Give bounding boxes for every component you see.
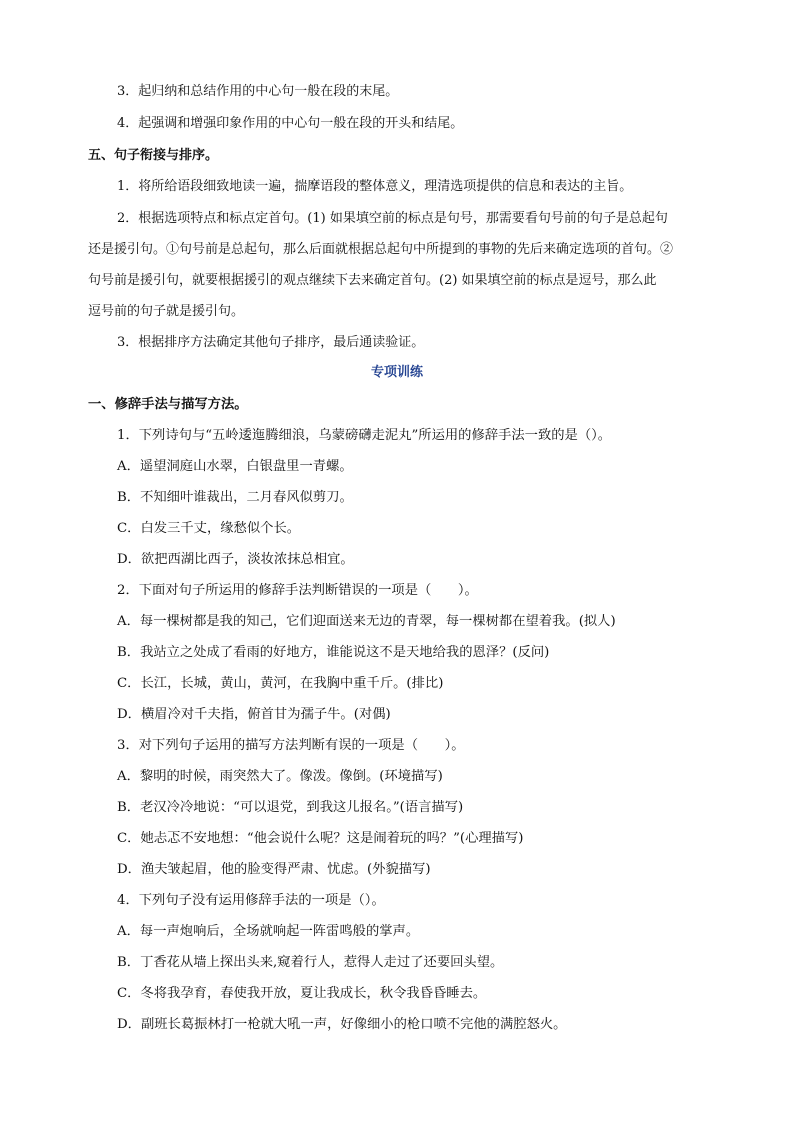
question-2-option-d: D．横眉冷对千夫指，俯首甘为孺子牛。(对偶): [117, 707, 391, 722]
question-4-option-d: D．副班长葛振林打一枪就大吼一声，好像细小的枪口喷不完他的满腔怒火。: [117, 1017, 567, 1032]
question-4-option-b: B．丁香花从墙上探出头来,窥着行人，惹得人走过了还要回头望。: [117, 955, 504, 970]
question-3-option-a: A．黎明的时候，雨突然大了。像泼。像倒。(环境描写): [117, 769, 443, 784]
question-3-option-c: C．她忐忑不安地想：“他会说什么呢？这是闹着玩的吗？”(心理描写): [117, 831, 524, 846]
section5-item-1: 1．将所给语段细致地读一遍，揣摩语段的整体意义，理清选项提供的信息和表达的主旨。: [117, 179, 633, 194]
question-4-stem: 4．下列句子没有运用修辞手法的一项是（）。: [117, 893, 385, 908]
question-3-stem: 3．对下列句子运用的描写方法判断有误的一项是（ ）。: [117, 738, 465, 753]
question-2-option-c: C．长江，长城，黄山，黄河，在我胸中重千斤。(排比): [117, 676, 444, 691]
question-2-stem: 2．下面对句子所运用的修辞手法判断错误的一项是（ ）。: [117, 583, 478, 598]
question-1-option-c: C．白发三千丈，缘愁似个长。: [117, 521, 301, 536]
intro-item-4: 4．起强调和增强印象作用的中心句一般在段的开头和结尾。: [117, 116, 464, 131]
question-2-option-b: B．我站立之处成了看雨的好地方，谁能说这不是天地给我的恩泽？(反问): [117, 645, 550, 660]
intro-item-3: 3．起归纳和总结作用的中心句一般在段的末尾。: [117, 84, 399, 99]
section5-item-2-line-3: 句号前是援引句，就要根据援引的观点继续下去来确定首句。(2) 如果填空前的标点是逗号，那么此: [88, 273, 657, 288]
section5-item-2-line-1: 2．根据选项特点和标点定首句。(1) 如果填空前的标点是句号，那需要看句号前的句子是总起句: [117, 211, 668, 226]
question-3-option-b: B．老汉冷冷地说：“可以退党，到我这儿报名。”(语言描写): [117, 800, 464, 815]
section5-item-3: 3．根据排序方法确定其他句子排序，最后通读验证。: [117, 335, 425, 350]
section5-item-2-line-4: 逗号前的句子就是援引句。: [88, 304, 245, 319]
section5-heading: 五、句子衔接与排序。: [88, 148, 219, 163]
question-1-option-d: D．欲把西湖比西子，淡妆浓抹总相宜。: [117, 552, 354, 567]
practice-heading: 一、修辞手法与描写方法。: [88, 397, 248, 412]
question-4-option-a: A．每一声炮响后，全场就响起一阵雷鸣般的掌声。: [117, 924, 420, 939]
question-4-option-c: C．冬将我孕育，春使我开放，夏让我成长，秋令我昏昏睡去。: [117, 986, 487, 1001]
question-2-option-a: A．每一棵树都是我的知己，它们迎面送来无边的青翠，每一棵树都在望着我。(拟人): [117, 614, 616, 629]
question-3-option-d: D．渔夫皱起眉，他的脸变得严肃、忧虑。(外貌描写): [117, 862, 431, 877]
practice-title: 专项训练: [370, 365, 423, 380]
question-1-option-b: B．不知细叶谁裁出，二月春风似剪刀。: [117, 490, 353, 505]
question-1-stem: 1．下列诗句与“五岭逶迤腾细浪，乌蒙磅礴走泥丸”所运用的修辞手法一致的是（）。: [117, 428, 612, 443]
section5-item-2-line-2: 还是援引句。①句号前是总起句，那么后面就根据总起句中所提到的事物的先后来确定选项的首句。②: [88, 242, 674, 257]
question-1-option-a: A．遥望洞庭山水翠，白银盘里一青螺。: [117, 459, 353, 474]
